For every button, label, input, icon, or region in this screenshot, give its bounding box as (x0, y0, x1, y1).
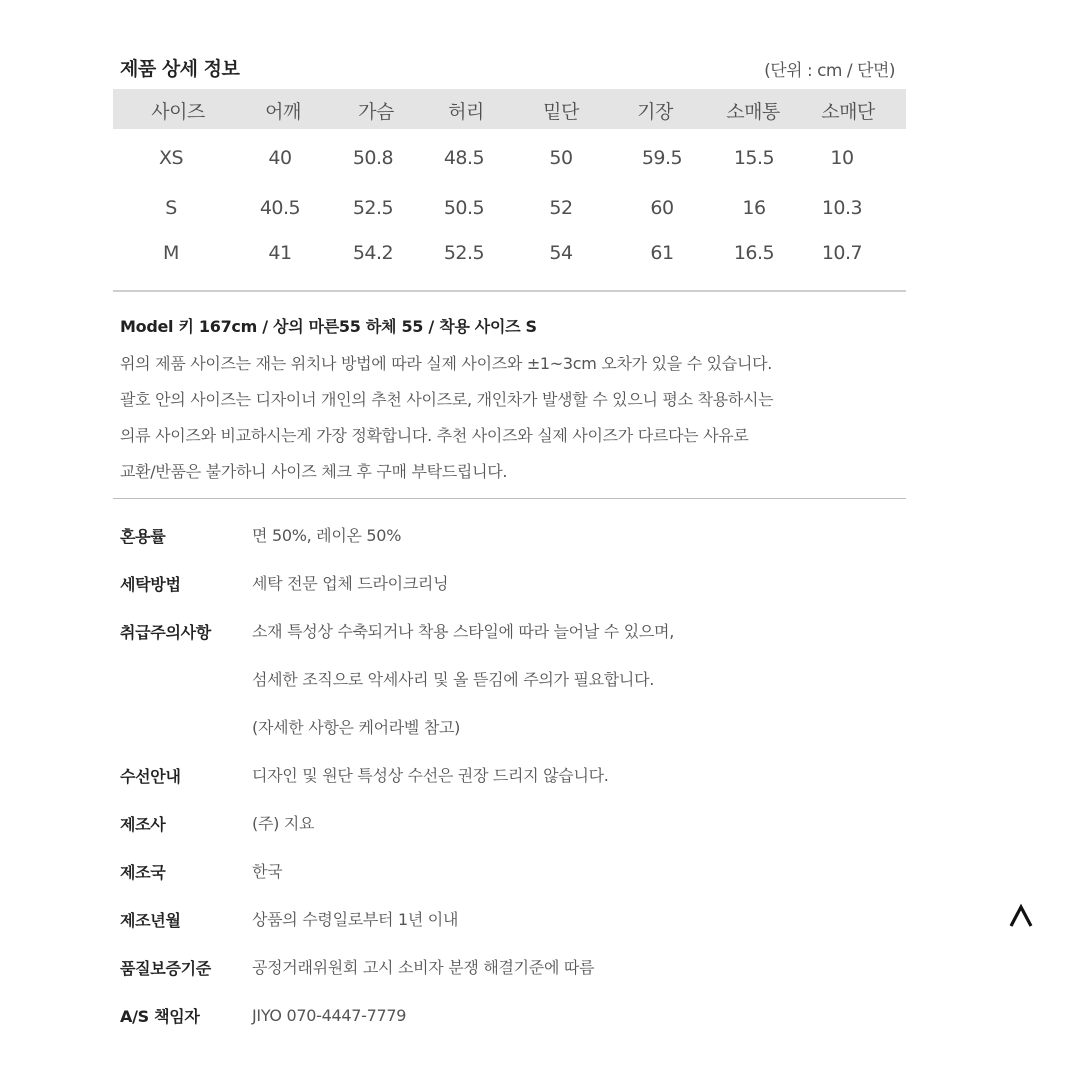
table-cell: 52.5 (352, 197, 394, 219)
spec-label: 취급주의사항 (120, 623, 211, 642)
spec-value: (주) 지요 (252, 814, 315, 833)
spec-label: A/S 책임자 (120, 1007, 200, 1026)
page-title: 제품 상세 정보 (120, 58, 240, 80)
spec-value: 상품의 수령일로부터 1년 이내 (252, 910, 459, 929)
table-cell: 52.5 (443, 242, 485, 264)
unit-note: (단위 : cm / 단면) (764, 61, 895, 81)
note-line: 교환/반품은 불가하니 사이즈 체크 후 구매 부탁드립니다. (120, 462, 508, 481)
header-cell: 소매통 (726, 101, 780, 123)
table-cell: 50.5 (443, 197, 485, 219)
spec-row-warranty (120, 956, 940, 1004)
size-table-header (113, 89, 906, 129)
table-cell: 10 (830, 147, 854, 169)
table-cell: 16.5 (733, 242, 775, 264)
caret-up-icon (1008, 903, 1034, 929)
spec-value: 공정거래위원회 고시 소비자 분쟁 해결기준에 따름 (252, 958, 595, 977)
spec-label: 세탁방법 (120, 575, 181, 594)
spec-value: (자세한 사항은 케어라벨 참고) (252, 718, 461, 737)
table-cell: 10.7 (821, 242, 863, 264)
spec-row-manufacturer (120, 812, 940, 860)
spec-list (120, 524, 940, 1052)
table-row (113, 147, 906, 177)
table-cell: 61 (650, 242, 674, 264)
spec-value: 소재 특성상 수축되거나 착용 스타일에 따라 늘어날 수 있으며, (252, 622, 674, 641)
table-row (113, 242, 906, 272)
table-cell: 52 (549, 197, 573, 219)
size-cell: S (165, 197, 177, 219)
spec-label: 혼용률 (120, 527, 166, 546)
header-cell: 소매단 (821, 101, 875, 123)
note-line: 괄호 안의 사이즈는 디자이너 개인의 추천 사이즈로, 개인차가 발생할 수 있으니 평소 착용하시는 (120, 390, 774, 409)
spec-value: 섬세한 조직으로 악세사리 및 올 뜯김에 주의가 필요합니다. (252, 670, 655, 689)
table-cell: 48.5 (443, 147, 485, 169)
table-cell: 54.2 (352, 242, 394, 264)
spec-label: 품질보증기준 (120, 959, 211, 978)
spec-row-as (120, 1004, 940, 1052)
spec-value: 디자인 및 원단 특성상 수선은 권장 드리지 않습니다. (252, 766, 609, 785)
note-line: 위의 제품 사이즈는 재는 위치나 방법에 따라 실제 사이즈와 ±1~3cm 오차가 있을 수 있습니다. (120, 354, 773, 373)
table-cell: 10.3 (821, 197, 863, 219)
table-cell: 16 (742, 197, 766, 219)
spec-label: 제조사 (120, 815, 166, 834)
spec-row-material (120, 524, 940, 572)
note-line: 의류 사이즈와 비교하시는게 가장 정확합니다. 추천 사이즈와 실제 사이즈가 다르다는 사유로 (120, 426, 749, 445)
size-cell: M (163, 242, 179, 264)
size-table (113, 89, 906, 264)
header-cell: 가슴 (358, 101, 394, 123)
spec-label: 수선안내 (120, 767, 181, 786)
spec-value: 한국 (252, 862, 283, 881)
spec-row-washing (120, 572, 940, 620)
table-cell: 54 (549, 242, 573, 264)
section-divider (113, 290, 906, 292)
size-notes (120, 350, 900, 494)
header-cell: 어깨 (265, 101, 301, 123)
table-cell: 40.5 (259, 197, 301, 219)
header-cell: 허리 (448, 101, 484, 123)
table-cell: 50 (549, 147, 573, 169)
spec-row-repair (120, 764, 940, 812)
spec-value: 세탁 전문 업체 드라이크리닝 (252, 574, 449, 593)
spec-label: 제조년월 (120, 911, 181, 930)
table-cell: 41 (268, 242, 292, 264)
section-divider (113, 498, 906, 499)
scroll-top-button[interactable] (1002, 896, 1040, 936)
model-info: Model 키 167cm / 상의 마른55 하체 55 / 착용 사이즈 S (120, 317, 537, 336)
header-cell: 사이즈 (151, 101, 205, 123)
spec-value: 면 50%, 레이온 50% (252, 526, 402, 545)
table-cell: 15.5 (733, 147, 775, 169)
table-cell: 60 (650, 197, 674, 219)
table-cell: 40 (268, 147, 292, 169)
header-cell: 밑단 (543, 101, 579, 123)
spec-row-caution (120, 620, 940, 764)
header-cell: 기장 (637, 101, 673, 123)
spec-row-date (120, 908, 940, 956)
spec-row-country (120, 860, 940, 908)
spec-value: JIYO 070-4447-7779 (252, 1006, 407, 1025)
table-cell: 59.5 (641, 147, 683, 169)
spec-label: 제조국 (120, 863, 166, 882)
size-cell: XS (158, 147, 184, 169)
table-row (113, 197, 906, 227)
table-cell: 50.8 (352, 147, 394, 169)
